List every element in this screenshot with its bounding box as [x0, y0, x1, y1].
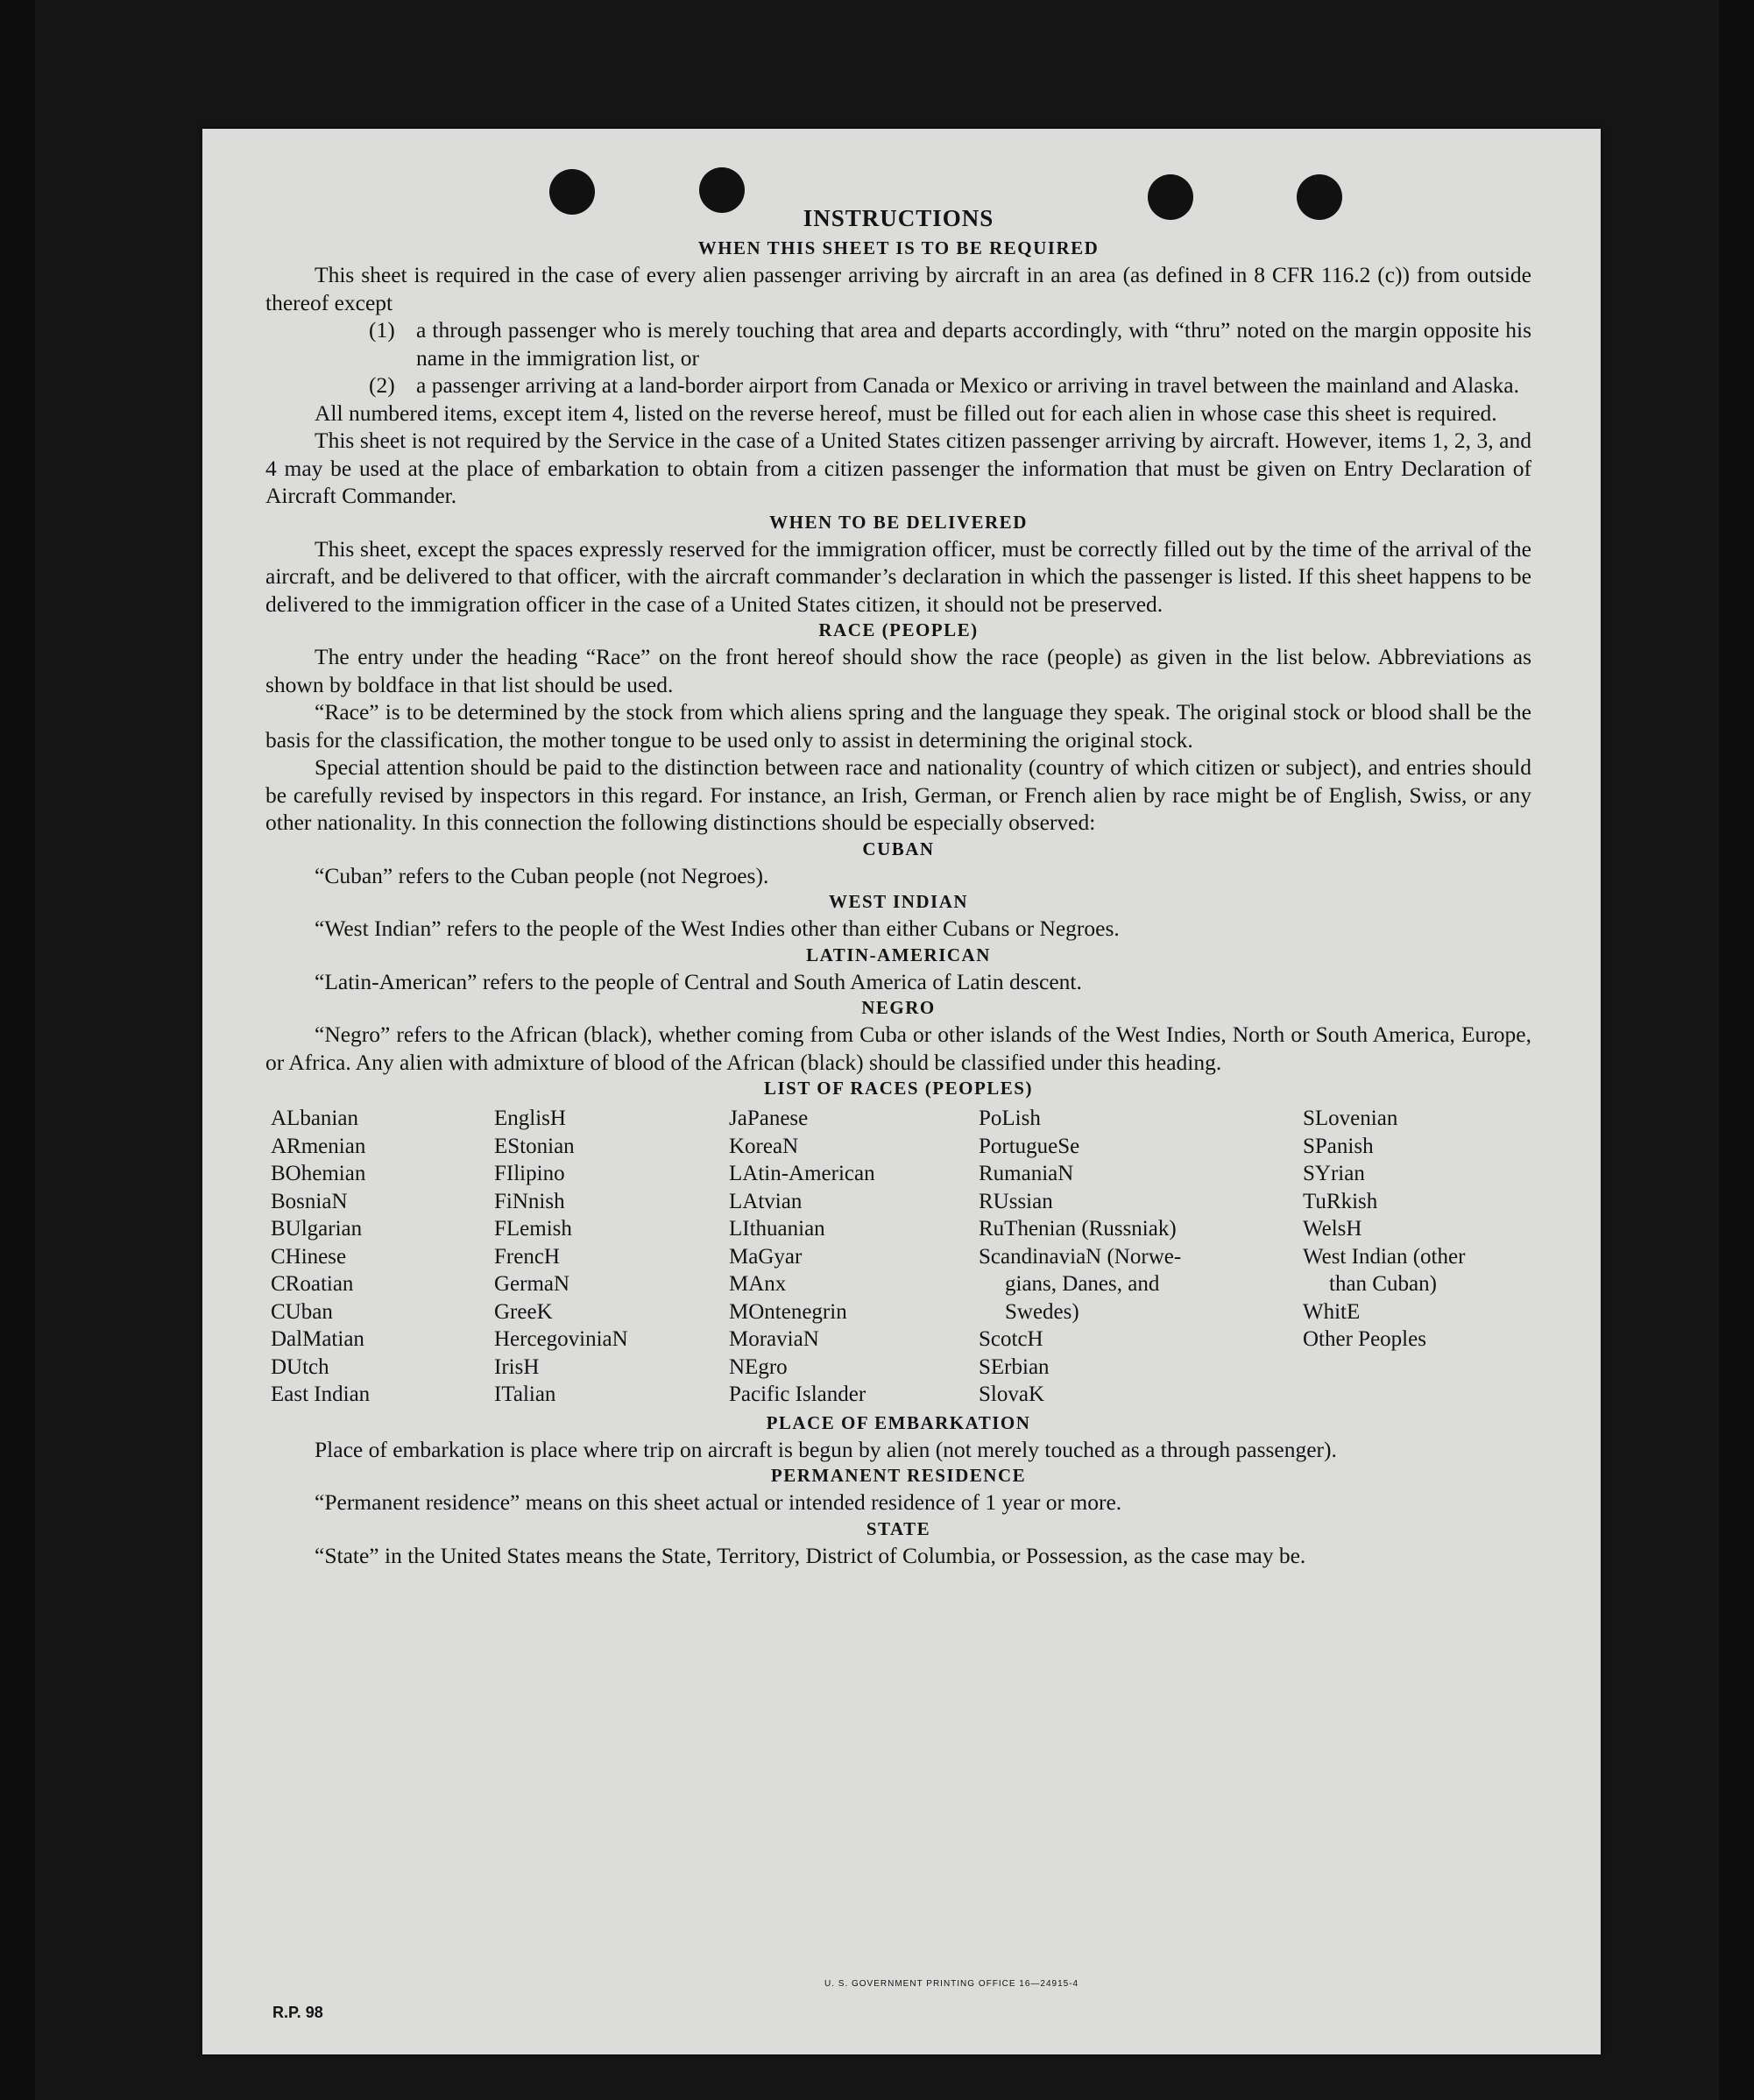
race-entry: GermaN — [494, 1272, 570, 1296]
form-number: R.P. 98 — [272, 2004, 323, 2021]
race-entry: ScotcH — [979, 1327, 1043, 1351]
race-entry: SlovaK — [979, 1382, 1044, 1406]
race-entry: ITalian — [494, 1382, 556, 1406]
paragraph: The entry under the heading “Race” on the front hereof should show the race (people) as given in the list below. Abbreviations as shown by boldface in that list should be used. — [265, 644, 1531, 697]
race-entry: Other Peoples — [1303, 1327, 1426, 1351]
race-entry: HercegoviniaN — [494, 1327, 628, 1351]
page-footer-form — [272, 2004, 1538, 2022]
race-entry: MaGyar — [729, 1244, 803, 1269]
item-text: a through passenger who is merely touching that area and departs accordingly, with “thru” noted on the margin opposite his name in the immigration list, or — [416, 317, 1531, 371]
race-entry: WelsH — [1303, 1217, 1362, 1241]
race-entry: MOntenegrin — [729, 1299, 847, 1324]
definition: “Negro” refers to the African (black), whether coming from Cuba or other islands of the West Indies, North or South America, Europe, or Africa. Any alien with admixture of blood of the African (black) should be classified under this heading. — [265, 1022, 1531, 1075]
section-heading: NEGRO — [861, 997, 936, 1018]
definition: “Latin-American” refers to the people of Central and South America of Latin descent. — [315, 968, 1082, 994]
paragraph: This sheet, except the spaces expressly reserved for the immigration officer, must be correctly filled out by the time of the arrival of the aircraft, and be delivered to that officer, with the aircraft commander’s declaration in which the passenger is listed. If this sheet happens to be delivered to the immigration officer in the case of a United States citizen, it should not be preserved. — [265, 535, 1531, 617]
race-entry: EnglisH — [494, 1107, 566, 1130]
race-entry: IrisH — [494, 1354, 540, 1379]
item-number: (2) — [369, 372, 395, 398]
race-entry: EStonian — [494, 1134, 575, 1158]
race-entry: TuRkish — [1303, 1189, 1378, 1213]
section-heading: CUBAN — [862, 838, 935, 859]
scan-frame-right — [1719, 0, 1754, 2100]
race-entry: DUtch — [271, 1354, 329, 1379]
race-entry: LAtvian — [729, 1189, 803, 1213]
section-heading: PERMANENT RESIDENCE — [770, 1465, 1027, 1486]
section-heading: RACE (PEOPLE) — [818, 619, 979, 640]
definition: “West Indian” refers to the people of the West Indies other than either Cubans or Negroes. — [315, 916, 1120, 941]
races-column — [979, 1105, 1303, 1409]
race-entry: RumaniaN — [979, 1162, 1074, 1185]
definition: “Cuban” refers to the Cuban people (not Negroes). — [315, 862, 769, 888]
document-body — [265, 205, 1531, 1569]
race-entry: DalMatian — [271, 1327, 364, 1351]
scan-frame-left — [0, 0, 35, 2100]
race-entry: CUban — [271, 1299, 333, 1324]
race-entry: NEgro — [729, 1354, 788, 1379]
race-entry: SPanish — [1303, 1134, 1374, 1158]
race-entry: PortugueSe — [979, 1134, 1080, 1158]
race-entry: SLovenian — [1303, 1107, 1398, 1130]
race-entry: CRoatian — [271, 1272, 354, 1296]
paragraph: This sheet is not required by the Service in the case of a United States citizen passenger arriving by aircraft. However, items 1, 2, 3, and 4 may be used at the place of embarkation to obtain from a citizen passenger the information that must be given on Entry Declaration of Aircraft Commander. — [265, 428, 1531, 508]
section-heading: STATE — [866, 1517, 931, 1539]
item-text: a passenger arriving at a land-border airport from Canada or Mexico or arriving in travel between the mainland and Alaska. — [416, 372, 1519, 398]
section-heading: LATIN-AMERICAN — [806, 944, 991, 965]
section-heading: WEST INDIAN — [828, 891, 969, 912]
race-entry: BosniaN — [271, 1189, 348, 1213]
race-entry: PoLish — [979, 1107, 1041, 1130]
race-entry: MAnx — [729, 1272, 787, 1296]
paragraph: Special attention should be paid to the distinction between race and nationality (country of which citizen or subject), and entries should be carefully revised by inspectors in this regard. For instance, an Irish, German, or French alien by race might be of English, Swiss, or any other nationality. In this connection the following distinctions should be especially observed: — [265, 754, 1531, 835]
race-entry: BUlgarian — [271, 1217, 363, 1241]
race-entry: FrencH — [494, 1244, 560, 1269]
races-column — [729, 1105, 979, 1409]
race-entry: Pacific Islander — [729, 1382, 866, 1406]
section-heading: PLACE OF EMBARKATION — [766, 1411, 1031, 1433]
printer-imprint: U. S. GOVERNMENT PRINTING OFFICE 16—24915-4 — [824, 1979, 1079, 1989]
races-column — [494, 1105, 729, 1409]
race-entry: MoraviaN — [729, 1327, 819, 1351]
race-entry: KoreaN — [729, 1134, 799, 1158]
race-entry: GreeK — [494, 1299, 553, 1324]
race-entry: LIthuanian — [729, 1217, 825, 1241]
race-entry: gians, Danes, and — [1005, 1272, 1160, 1296]
definition: “Permanent residence” means on this sheet actual or intended residence of 1 year or more. — [315, 1489, 1122, 1515]
race-entry: CHinese — [271, 1244, 347, 1269]
race-entry: ScandinaviaN (Norwe- — [979, 1244, 1182, 1269]
race-entry: WhitE — [1303, 1299, 1361, 1324]
race-entry: RUssian — [979, 1189, 1053, 1213]
races-column — [271, 1105, 494, 1409]
race-entry: ALbanian — [271, 1107, 358, 1130]
race-entry: West Indian (other — [1303, 1244, 1466, 1269]
paragraph: All numbered items, except item 4, listed on the reverse hereof, must be filled out for each alien in whose case this sheet is required. — [315, 399, 1497, 426]
paragraph: This sheet is required in the case of every alien passenger arriving by aircraft in an area (as defined in 8 CFR 116.2 (c)) from outside thereof except — [265, 262, 1531, 315]
page-title: INSTRUCTIONS — [803, 205, 994, 231]
race-entry: East Indian — [271, 1382, 371, 1406]
definition: Place of embarkation is place where trip on aircraft is begun by alien (not merely touched as a through passenger). — [315, 1436, 1337, 1462]
paragraph: “Race” is to be determined by the stock from which aliens spring and the language they speak. The original stock or blood shall be the basis for the classification, the mother tongue to be used only to assist in determining the original stock. — [265, 699, 1531, 753]
races-list — [271, 1105, 1531, 1409]
race-entry: RuThenian (Russniak) — [979, 1217, 1177, 1241]
section-heading: WHEN TO BE DELIVERED — [769, 511, 1028, 533]
list-item — [369, 316, 1531, 371]
race-entry: SErbian — [979, 1354, 1050, 1379]
race-entry: ARmenian — [271, 1134, 366, 1158]
race-entry: than Cuban) — [1329, 1272, 1437, 1296]
document-page — [202, 129, 1601, 2054]
race-entry: SYrian — [1303, 1162, 1365, 1185]
race-entry: Swedes) — [1005, 1299, 1079, 1324]
race-entry: JaPanese — [729, 1107, 809, 1130]
section-heading: LIST OF RACES (PEOPLES) — [764, 1078, 1033, 1099]
section-heading: WHEN THIS SHEET IS TO BE REQUIRED — [697, 237, 1100, 258]
item-number: (1) — [369, 317, 395, 343]
race-entry: FIlipino — [494, 1162, 565, 1185]
race-entry: FiNnish — [494, 1189, 565, 1213]
race-entry: FLemish — [494, 1217, 572, 1241]
race-entry: LAtin-American — [729, 1162, 875, 1185]
races-column — [1303, 1105, 1531, 1409]
race-entry: BOhemian — [271, 1162, 366, 1185]
list-item — [369, 371, 1531, 399]
definition: “State” in the United States means the State, Territory, District of Columbia, or Possession, as the case may be. — [315, 1542, 1306, 1568]
